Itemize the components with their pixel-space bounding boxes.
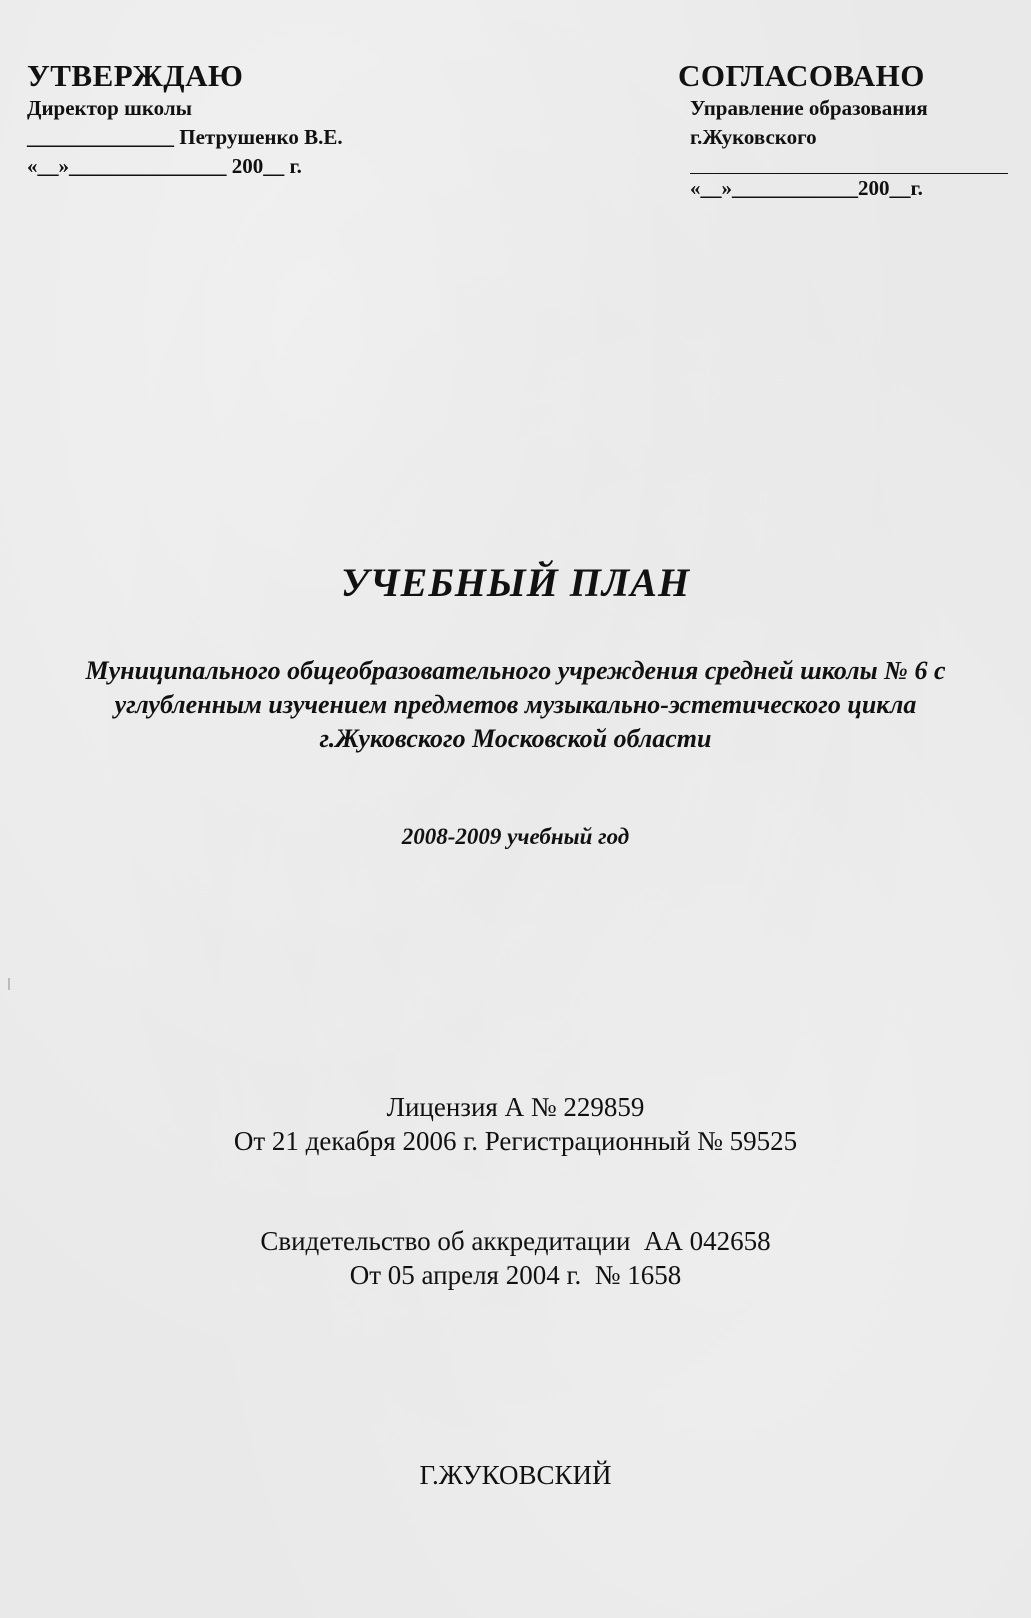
license-block [0,1090,1031,1158]
accreditation-line-1: Свидетельство об аккредитации АА 042658 [260,1226,771,1256]
city-name: Г.ЖУКОВСКИЙ [419,1460,612,1490]
accreditation-line-2: От 05 апреля 2004 г. № 1658 [349,1260,682,1290]
license-line-1: Лицензия А № 229859 [386,1092,645,1122]
document-subtitle [0,654,1031,756]
agreement-block [678,58,1008,203]
document-title: УЧЕБНЫЙ ПЛАН [340,560,691,605]
subtitle-line-3: г.Жуковского Московской области [319,724,712,753]
agreed-date-line: «__»____________200__г. [690,176,923,200]
approve-position: Директор школы [27,96,193,120]
subtitle-line-2: углубленным изучением предметов музыкально-эстетического цикла [114,690,917,719]
approve-date-line: «__»_______________ 200__ г. [27,154,302,178]
subtitle-line-1: Муниципального общеобразовательного учреждения средней школы № 6 с [85,656,946,685]
agreed-org-line2: г.Жуковского [690,125,817,149]
agreed-signature-line [690,155,1008,174]
approval-block [27,58,457,181]
approve-signature-line: ______________ Петрушенко В.Е. [27,125,343,149]
agreed-heading: СОГЛАСОВАНО [678,58,925,93]
agreed-org-line1: Управление образования [690,96,928,120]
accreditation-block [0,1224,1031,1292]
scan-mark [8,978,10,990]
license-line-2: От 21 декабря 2006 г. Регистрационный № 59525 [233,1126,798,1156]
academic-year: 2008-2009 учебный год [401,824,630,849]
approve-heading: УТВЕРЖДАЮ [27,58,244,93]
